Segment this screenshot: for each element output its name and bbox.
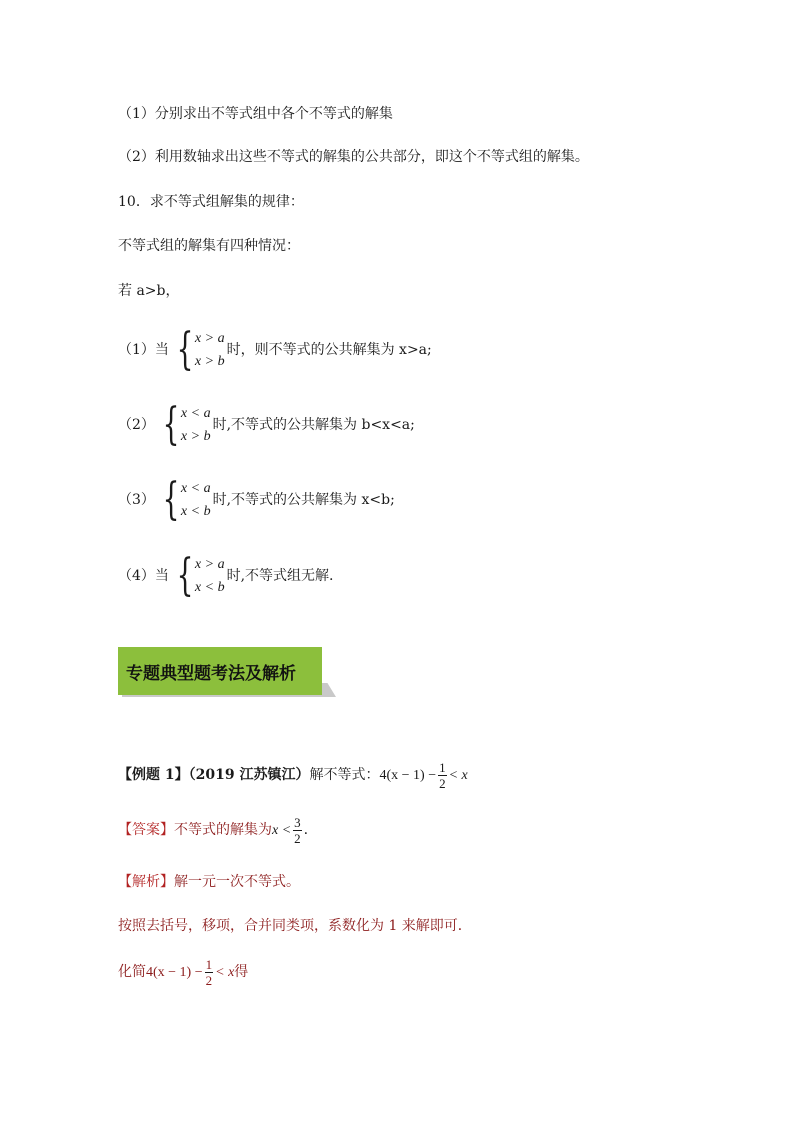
case-suffix: 时,不等式的公共解集为 x<b; bbox=[212, 492, 395, 508]
simplify-line bbox=[118, 955, 248, 990]
system-row-2: x < b bbox=[180, 504, 211, 519]
brace-icon: { bbox=[162, 474, 180, 525]
inequality-system bbox=[157, 474, 211, 525]
system-row-2: x > b bbox=[194, 354, 225, 369]
inequality-system bbox=[171, 324, 225, 375]
system-row-2: x > b bbox=[180, 429, 211, 444]
simplify-prefix: 化简 bbox=[118, 964, 146, 980]
method-text: 按照去括号，移项，合并同类项，系数化为 1 来解即可． bbox=[118, 918, 472, 934]
expr-left: 4(x − 1) − bbox=[146, 965, 203, 980]
brace-icon: { bbox=[162, 399, 180, 450]
step-1-text: （1）分别求出不等式组中各个不等式的解集 bbox=[118, 106, 393, 122]
system-row-1: x < a bbox=[180, 481, 211, 496]
inequality-system bbox=[171, 550, 225, 601]
fraction bbox=[438, 760, 447, 791]
fraction bbox=[205, 957, 214, 988]
answer-tag: 【答案】 bbox=[118, 822, 174, 838]
case-prefix: （2） bbox=[118, 417, 155, 433]
analysis-line bbox=[118, 872, 300, 892]
fraction-numerator: 1 bbox=[205, 956, 213, 972]
fraction-denominator: 2 bbox=[294, 830, 301, 846]
fraction bbox=[293, 815, 302, 846]
example-1 bbox=[118, 758, 468, 793]
simplify-suffix: 得 bbox=[234, 964, 249, 980]
case-2 bbox=[118, 399, 415, 450]
analysis-tag: 【解析】 bbox=[118, 874, 174, 890]
expr-right: < x bbox=[215, 965, 235, 980]
case-prefix: （4）当 bbox=[118, 568, 169, 584]
if-a-gt-b-text: 若 a>b， bbox=[118, 283, 180, 299]
step-2-text: （2）利用数轴求出这些不等式的解集的公共部分，即这个不等式组的解集。 bbox=[118, 149, 589, 165]
example-prompt: 解不等式： bbox=[309, 767, 380, 783]
answer-line bbox=[118, 813, 308, 848]
answer-text: 不等式的解集为 bbox=[174, 822, 272, 838]
example-source: （2019 江苏镇江） bbox=[188, 767, 310, 783]
brace-icon: { bbox=[176, 550, 194, 601]
answer-var: x < bbox=[272, 823, 292, 838]
case-prefix: （3） bbox=[118, 492, 155, 508]
inequality-system bbox=[157, 399, 211, 450]
analysis-text: 解一元一次不等式。 bbox=[174, 874, 300, 890]
fraction-denominator: 2 bbox=[439, 775, 446, 791]
system-row-1: x > a bbox=[194, 331, 225, 346]
system-row-2: x < b bbox=[194, 580, 225, 595]
case-prefix: （1）当 bbox=[118, 342, 169, 358]
system-row-1: x > a bbox=[194, 557, 225, 572]
case-3 bbox=[118, 474, 395, 525]
fraction-numerator: 3 bbox=[294, 814, 301, 830]
rule-heading: 10．求不等式组解集的规律： bbox=[118, 194, 304, 210]
section-banner: 专题典型题考法及解析 bbox=[118, 647, 322, 695]
case-suffix: 时，则不等式的公共解集为 x>a; bbox=[226, 342, 432, 358]
expr-left: 4(x − 1) − bbox=[379, 768, 437, 783]
answer-end: . bbox=[303, 822, 309, 838]
four-cases-text: 不等式组的解集有四种情况： bbox=[118, 238, 300, 254]
fraction-numerator: 1 bbox=[439, 759, 446, 775]
example-tag: 【例题 1】 bbox=[118, 767, 189, 783]
case-suffix: 时,不等式组无解. bbox=[226, 568, 334, 584]
fraction-denominator: 2 bbox=[205, 972, 213, 988]
expr-right: < x bbox=[448, 768, 468, 783]
case-1 bbox=[118, 324, 432, 375]
case-4 bbox=[118, 550, 334, 601]
system-row-1: x < a bbox=[180, 406, 211, 421]
brace-icon: { bbox=[176, 324, 194, 375]
case-suffix: 时,不等式的公共解集为 b<x<a; bbox=[212, 417, 415, 433]
